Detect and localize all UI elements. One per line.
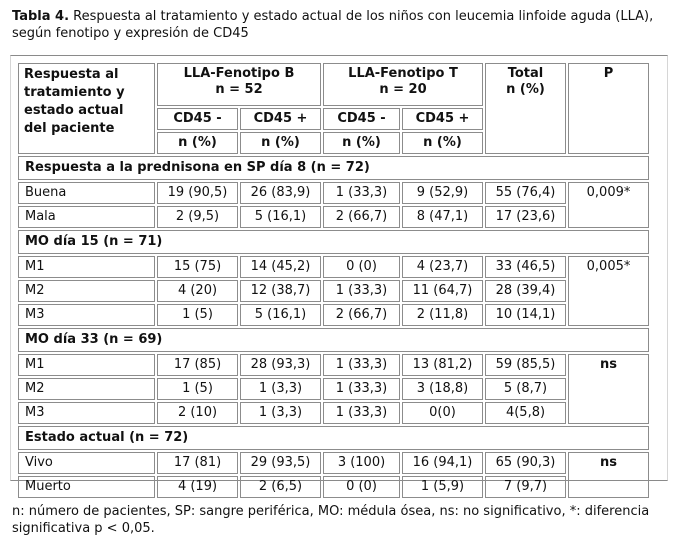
table-cell: 33 (46,5) bbox=[485, 256, 566, 278]
table-row bbox=[18, 354, 649, 376]
table-cell: 28 (39,4) bbox=[485, 280, 566, 302]
table-cell: 4(5,8) bbox=[485, 402, 566, 424]
table-cell: 5 (8,7) bbox=[485, 378, 566, 400]
table-cell: 1 (33,3) bbox=[323, 402, 400, 424]
section-title: Estado actual (n = 72) bbox=[18, 426, 649, 450]
table-row bbox=[18, 206, 649, 228]
table-cell: 4 (23,7) bbox=[402, 256, 483, 278]
section-row bbox=[18, 230, 649, 254]
table-row bbox=[18, 304, 649, 326]
stub-header-line: del paciente bbox=[24, 121, 115, 136]
section-title: Respuesta a la prednisona en SP día 8 (n = 72) bbox=[18, 156, 649, 180]
table-cell: 59 (85,5) bbox=[485, 354, 566, 376]
table-cell: 2 (6,5) bbox=[240, 476, 321, 498]
unit-t-pos: n (%) bbox=[402, 132, 483, 154]
table-cell: 0 (0) bbox=[323, 256, 400, 278]
table-cell: 2 (9,5) bbox=[157, 206, 238, 228]
table-row bbox=[18, 280, 649, 302]
table-row bbox=[18, 256, 649, 278]
table-cell: 12 (38,7) bbox=[240, 280, 321, 302]
table-cell: 1 (33,3) bbox=[323, 354, 400, 376]
table-cell: 2 (66,7) bbox=[323, 304, 400, 326]
table-cell: 1 (33,3) bbox=[323, 280, 400, 302]
table-row bbox=[18, 476, 649, 498]
table-cell: 15 (75) bbox=[157, 256, 238, 278]
table-cell: 7 (9,7) bbox=[485, 476, 566, 498]
total-unit: n (%) bbox=[506, 82, 545, 97]
group-t-n: n = 20 bbox=[379, 82, 427, 97]
table-cell: 2 (66,7) bbox=[323, 206, 400, 228]
table-cell: 0 (0) bbox=[323, 476, 400, 498]
unit-t-neg: n (%) bbox=[323, 132, 400, 154]
table-cell: 3 (100) bbox=[323, 452, 400, 474]
table-cell: 11 (64,7) bbox=[402, 280, 483, 302]
p-value-cell: ns bbox=[568, 452, 649, 498]
group-t-title: LLA-Fenotipo T bbox=[348, 66, 458, 81]
table-cell: 19 (90,5) bbox=[157, 182, 238, 204]
table-caption bbox=[12, 8, 664, 42]
p-value-cell: ns bbox=[568, 354, 649, 424]
caption-text: Respuesta al tratamiento y estado actual de los niños con leucemia linfoide aguda (LLA), según fenotipo y expresión de CD45 bbox=[12, 9, 654, 41]
section-row bbox=[18, 426, 649, 450]
group-b-title: LLA-Fenotipo B bbox=[183, 66, 295, 81]
table-cell: 26 (83,9) bbox=[240, 182, 321, 204]
subheader-t-pos: CD45 + bbox=[402, 108, 483, 130]
section-title: MO día 15 (n = 71) bbox=[18, 230, 649, 254]
group-t-header bbox=[323, 63, 483, 106]
row-label: M2 bbox=[18, 280, 155, 302]
results-table bbox=[16, 61, 651, 500]
group-b-header bbox=[157, 63, 321, 106]
table-cell: 4 (19) bbox=[157, 476, 238, 498]
p-header: P bbox=[568, 63, 649, 154]
table-cell: 13 (81,2) bbox=[402, 354, 483, 376]
section-row bbox=[18, 328, 649, 352]
section-row bbox=[18, 156, 649, 180]
table-cell: 28 (93,3) bbox=[240, 354, 321, 376]
stub-header-line: Respuesta al bbox=[24, 67, 119, 82]
caption-label: Tabla 4. bbox=[12, 9, 70, 24]
table-cell: 55 (76,4) bbox=[485, 182, 566, 204]
stub-header-line: tratamiento y bbox=[24, 85, 125, 100]
total-header bbox=[485, 63, 566, 154]
table-row bbox=[18, 452, 649, 474]
row-label: Mala bbox=[18, 206, 155, 228]
table-cell: 1 (5,9) bbox=[402, 476, 483, 498]
table-cell: 1 (3,3) bbox=[240, 402, 321, 424]
subheader-b-neg: CD45 - bbox=[157, 108, 238, 130]
table-cell: 16 (94,1) bbox=[402, 452, 483, 474]
table-cell: 8 (47,1) bbox=[402, 206, 483, 228]
row-label: M2 bbox=[18, 378, 155, 400]
table-cell: 3 (18,8) bbox=[402, 378, 483, 400]
table-cell: 17 (23,6) bbox=[485, 206, 566, 228]
stub-header-line: estado actual bbox=[24, 103, 124, 118]
p-value-cell: 0,009* bbox=[568, 182, 649, 228]
table-cell: 17 (85) bbox=[157, 354, 238, 376]
group-b-n: n = 52 bbox=[215, 82, 263, 97]
table-cell: 1 (33,3) bbox=[323, 182, 400, 204]
table-row bbox=[18, 402, 649, 424]
p-value-cell: 0,005* bbox=[568, 256, 649, 326]
table-cell: 14 (45,2) bbox=[240, 256, 321, 278]
row-label: Vivo bbox=[18, 452, 155, 474]
table-cell: 1 (3,3) bbox=[240, 378, 321, 400]
subheader-t-neg: CD45 - bbox=[323, 108, 400, 130]
table-cell: 5 (16,1) bbox=[240, 304, 321, 326]
unit-b-pos: n (%) bbox=[240, 132, 321, 154]
table-cell: 1 (5) bbox=[157, 304, 238, 326]
table-cell: 0(0) bbox=[402, 402, 483, 424]
table-row bbox=[18, 378, 649, 400]
table-cell: 1 (5) bbox=[157, 378, 238, 400]
table-cell: 5 (16,1) bbox=[240, 206, 321, 228]
total-title: Total bbox=[507, 66, 544, 81]
row-label: Muerto bbox=[18, 476, 155, 498]
table-cell: 9 (52,9) bbox=[402, 182, 483, 204]
table-cell: 17 (81) bbox=[157, 452, 238, 474]
table-row bbox=[18, 182, 649, 204]
table-cell: 4 (20) bbox=[157, 280, 238, 302]
table-cell: 10 (14,1) bbox=[485, 304, 566, 326]
table-cell: 29 (93,5) bbox=[240, 452, 321, 474]
table-cell: 2 (11,8) bbox=[402, 304, 483, 326]
row-label: M1 bbox=[18, 256, 155, 278]
row-label: M1 bbox=[18, 354, 155, 376]
section-title: MO día 33 (n = 69) bbox=[18, 328, 649, 352]
header-row-1 bbox=[18, 63, 649, 106]
table-cell: 1 (33,3) bbox=[323, 378, 400, 400]
unit-b-neg: n (%) bbox=[157, 132, 238, 154]
table-cell: 2 (10) bbox=[157, 402, 238, 424]
row-label: Buena bbox=[18, 182, 155, 204]
row-label: M3 bbox=[18, 402, 155, 424]
row-label: M3 bbox=[18, 304, 155, 326]
table-cell: 65 (90,3) bbox=[485, 452, 566, 474]
table-footnote: n: número de pacientes, SP: sangre periférica, MO: médula ósea, ns: no significativo, *: diferencia significativa p < 0,05. bbox=[12, 504, 650, 536]
stub-header bbox=[18, 63, 155, 154]
subheader-b-pos: CD45 + bbox=[240, 108, 321, 130]
